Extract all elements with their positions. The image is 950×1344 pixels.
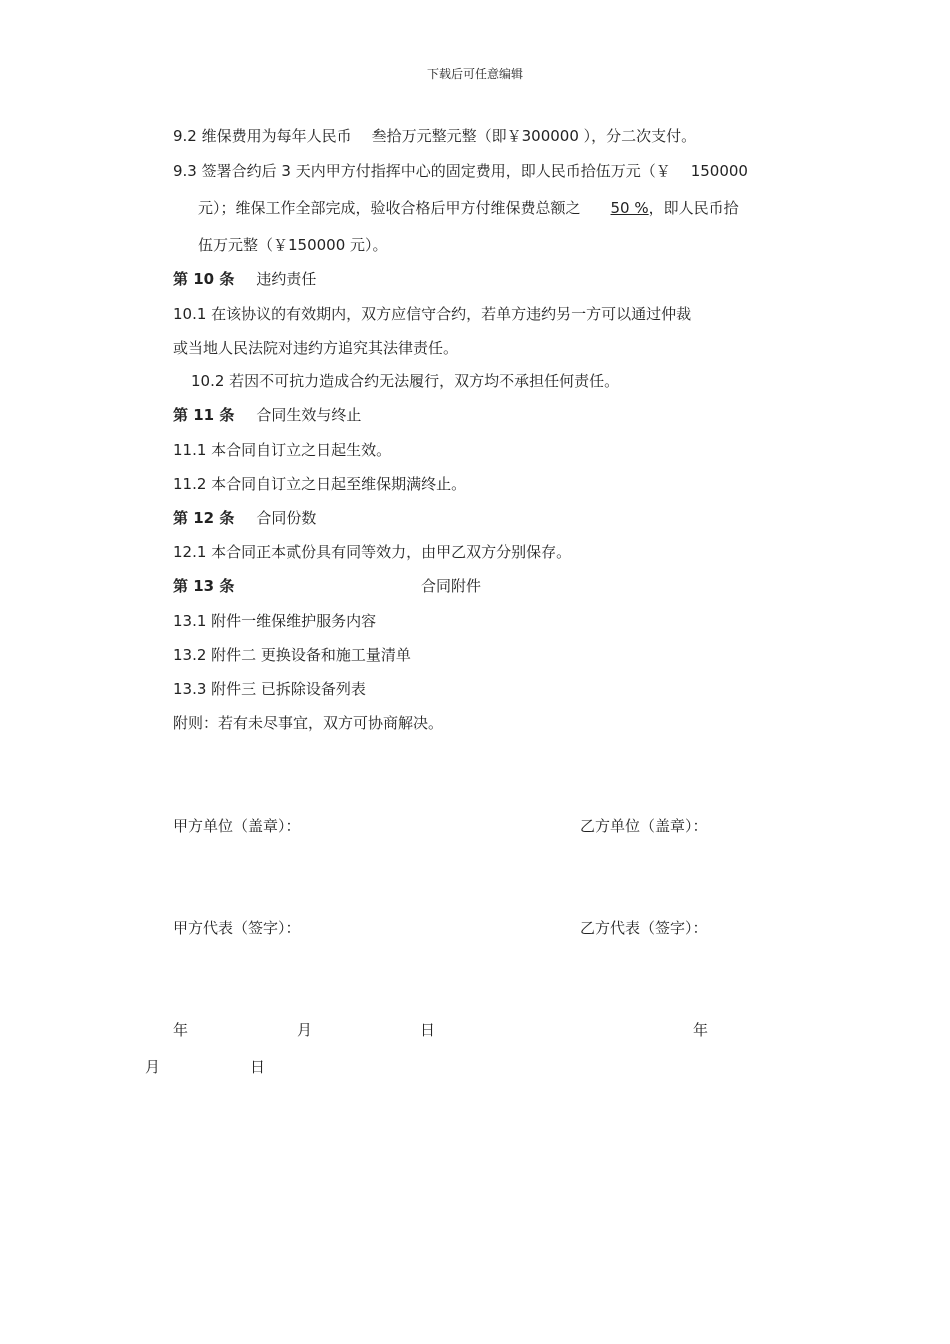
clause-13-1: 13.1 附件一维保维护服务内容 bbox=[173, 612, 377, 630]
clause-9-2 bbox=[173, 126, 696, 146]
party-a-date-month: 月 bbox=[297, 1021, 313, 1039]
clause-13-title: 合同附件 bbox=[421, 577, 482, 595]
clause-10-2: 10.2 若因不可抗力造成合约无法履行，双方均不承担任何责任。 bbox=[191, 372, 620, 390]
clause-10-number: 第 10 条 bbox=[173, 270, 235, 288]
clause-9-3-line-1 bbox=[173, 161, 748, 181]
party-b-unit-label: 乙方单位（盖章）： bbox=[580, 817, 708, 835]
party-a-date-year: 年 bbox=[173, 1021, 189, 1039]
party-b-date-day: 日 bbox=[250, 1058, 266, 1076]
clause-11-heading bbox=[173, 405, 361, 425]
clause-11-1: 11.1 本合同自订立之日起生效。 bbox=[173, 441, 392, 459]
party-a-unit-label: 甲方单位（盖章）： bbox=[173, 817, 301, 835]
clause-12-title: 合同份数 bbox=[256, 509, 317, 527]
clause-10-1-line-1: 10.1 在该协议的有效期内，双方应信守合约，若单方违约另一方可以通过仲裁 bbox=[173, 305, 692, 323]
clause-9-2-text-a: 9.2 维保费用为每年人民币 bbox=[173, 127, 352, 145]
clause-9-3-percent: 50 % bbox=[610, 199, 649, 217]
supplementary-note: 附则：若有未尽事宜，双方可协商解决。 bbox=[173, 714, 444, 732]
clause-12-number: 第 12 条 bbox=[173, 509, 235, 527]
clause-9-3-amount: 150000 bbox=[690, 162, 748, 180]
clause-12-heading bbox=[173, 508, 316, 528]
clause-9-3-text-d: ，即人民币拾 bbox=[648, 199, 739, 217]
clause-9-3-text-a: 9.3 签署合约后 3 天内甲方付指挥中心的固定费用，即人民币拾伍万元（￥ bbox=[173, 162, 671, 180]
clause-11-title: 合同生效与终止 bbox=[256, 406, 362, 424]
page-header: 下载后可任意编辑 bbox=[426, 67, 523, 81]
party-b-date-year: 年 bbox=[693, 1021, 709, 1039]
clause-9-2-text-b: 叁拾万元整元整（即￥300000 ），分二次支付。 bbox=[371, 127, 697, 145]
clause-13-number: 第 13 条 bbox=[173, 577, 235, 595]
clause-10-1-line-2: 或当地人民法院对违约方追究其法律责任。 bbox=[173, 339, 459, 357]
clause-11-number: 第 11 条 bbox=[173, 406, 235, 424]
clause-9-3-line-3: 伍万元整（￥150000 元）。 bbox=[198, 236, 388, 254]
party-b-date-month: 月 bbox=[145, 1058, 161, 1076]
clause-13-3: 13.3 附件三 已拆除设备列表 bbox=[173, 680, 366, 698]
clause-10-title: 违约责任 bbox=[256, 270, 317, 288]
clause-9-3-text-c: 元）；维保工作全部完成，验收合格后甲方付维保费总额之 bbox=[198, 199, 581, 217]
clause-9-3-line-2 bbox=[198, 198, 739, 218]
clause-10-heading bbox=[173, 269, 316, 289]
party-a-date-day: 日 bbox=[420, 1021, 436, 1039]
party-a-rep-label: 甲方代表（签字）： bbox=[173, 919, 301, 937]
party-b-rep-label: 乙方代表（签字）： bbox=[580, 919, 708, 937]
clause-11-2: 11.2 本合同自订立之日起至维保期满终止。 bbox=[173, 475, 467, 493]
clause-13-2: 13.2 附件二 更换设备和施工量清单 bbox=[173, 646, 411, 664]
clause-12-1: 12.1 本合同正本贰份具有同等效力，由甲乙双方分别保存。 bbox=[173, 543, 572, 561]
